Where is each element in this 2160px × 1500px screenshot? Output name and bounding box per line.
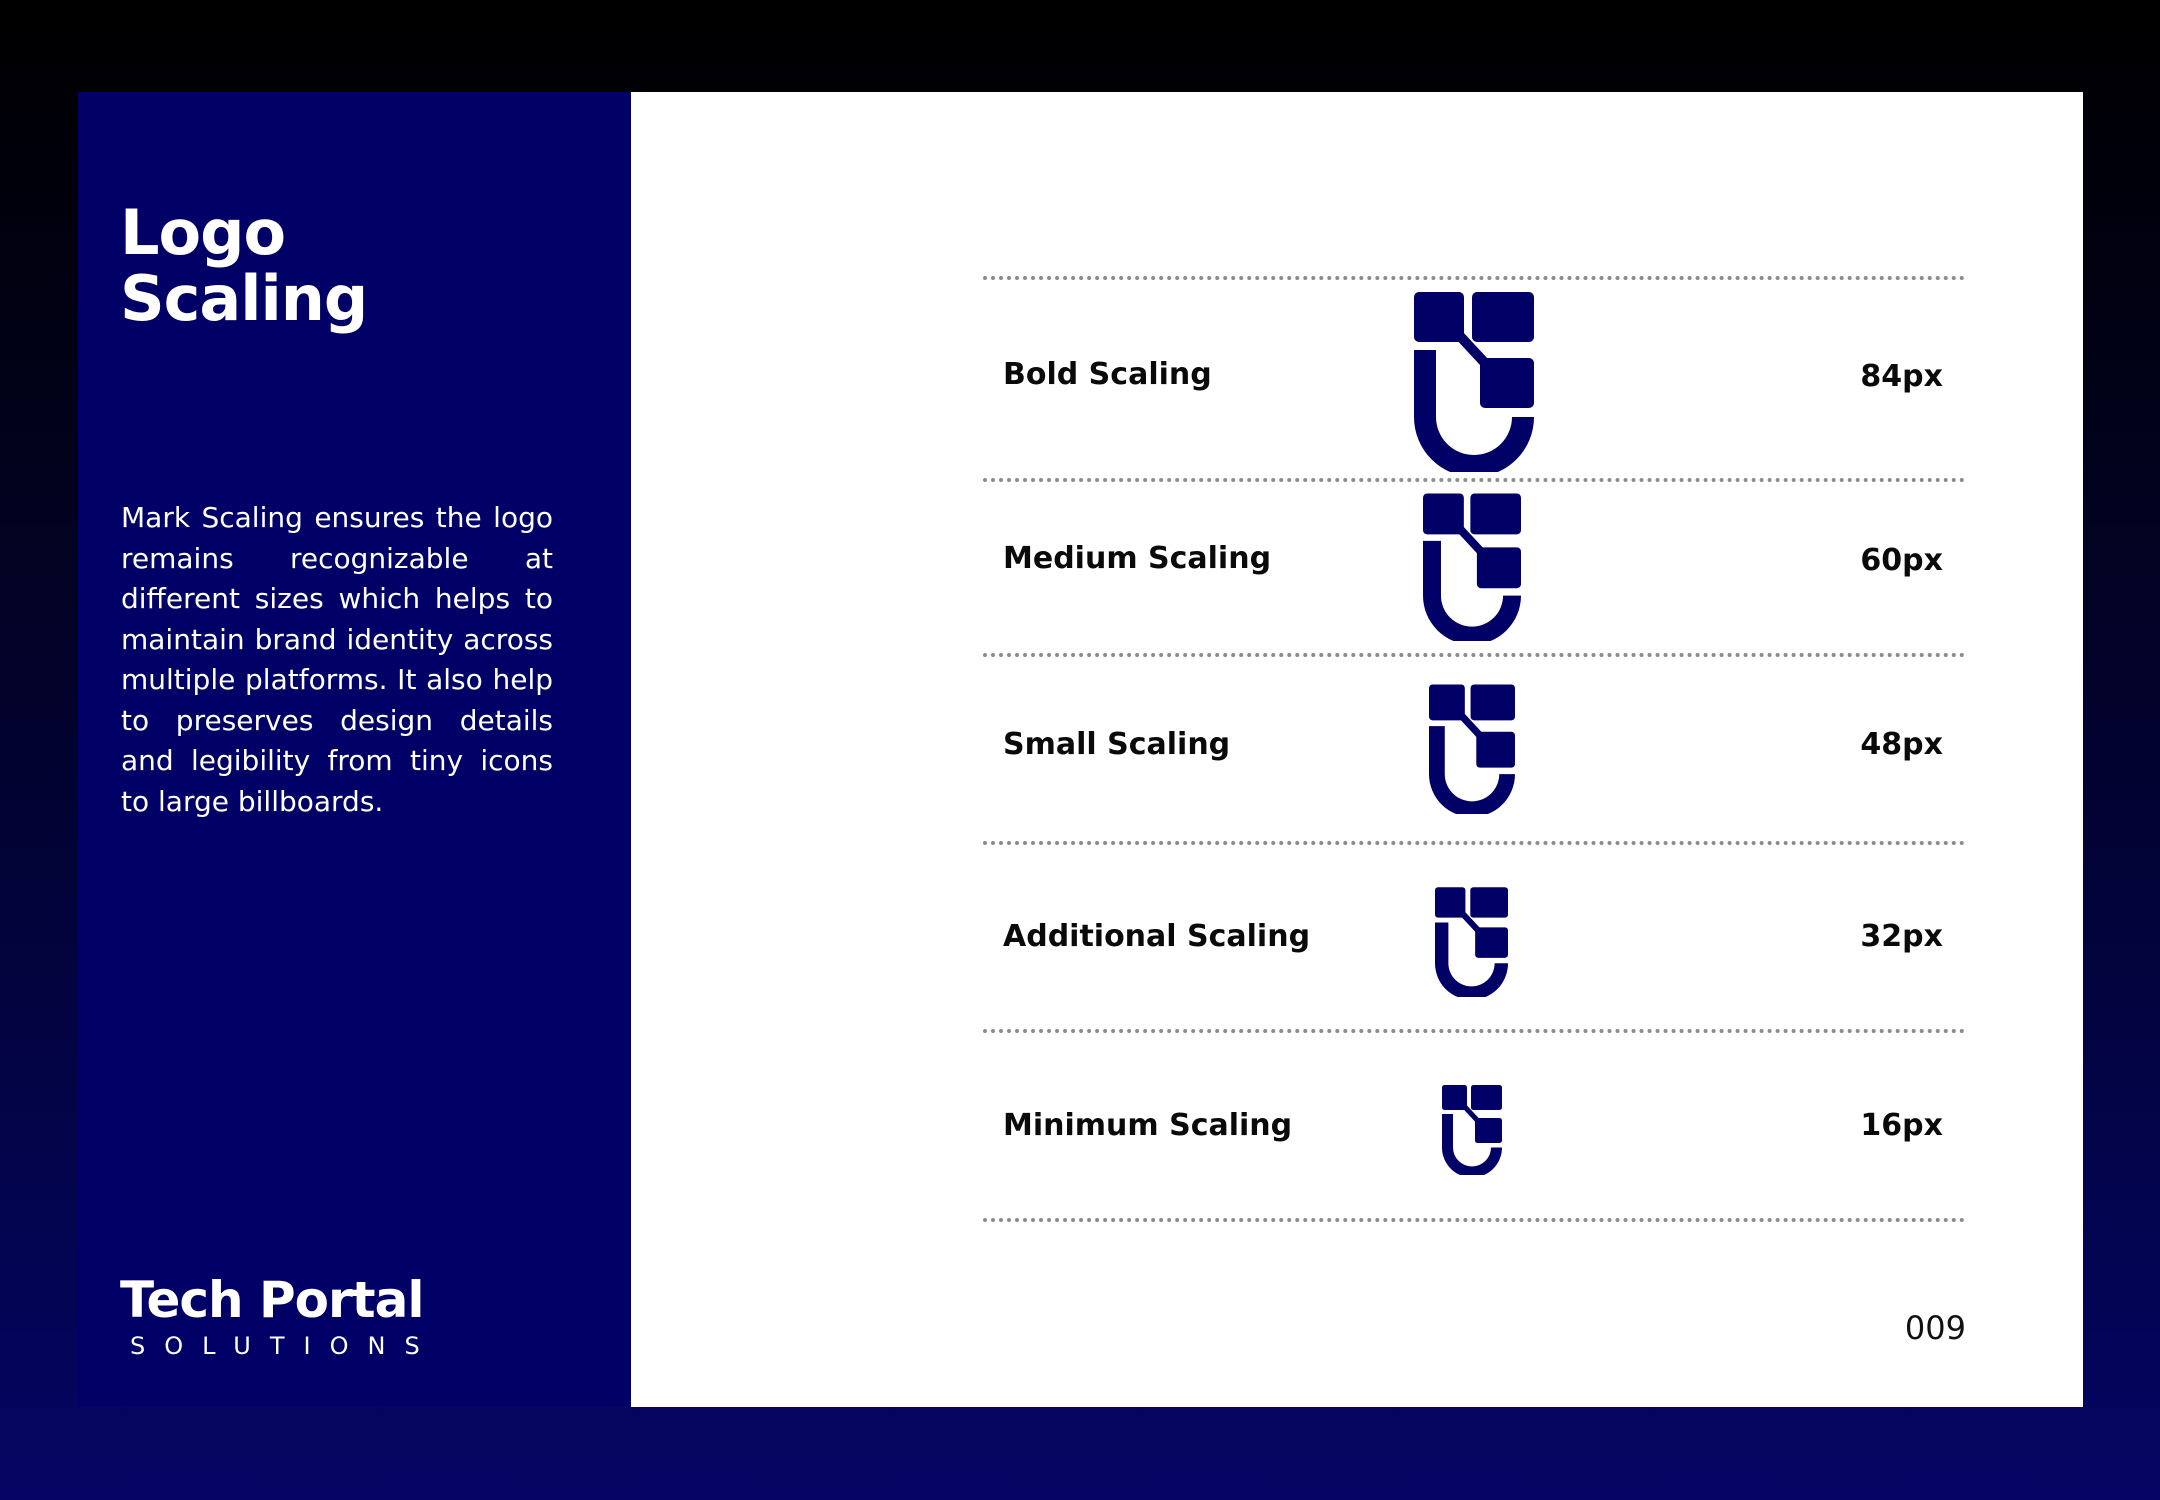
slide [78,92,2083,1407]
row-divider [983,478,1965,482]
scaling-row-label: Medium Scaling [1003,541,1272,576]
brand-mark-icon [1423,493,1521,641]
row-divider [983,841,1965,845]
description-text: Mark Scaling ensures the logo remains recognizable at different sizes which helps to maintain brand identity across multiple platforms. It also help to preserves design details and legibility from tiny icons to large billboards. [121,501,553,818]
sidebar-panel [78,92,631,1407]
brand-mark-icon [1429,684,1515,814]
scaling-row-size: 84px [1860,359,1943,394]
scaling-row-label: Additional Scaling [1003,919,1311,954]
brand-name: Tech Portal [120,1271,424,1329]
scaling-table-panel [631,92,2083,1407]
row-divider [983,276,1965,280]
brand-mark-icon [1435,887,1508,997]
page-title [120,196,368,335]
row-divider [983,653,1965,657]
scaling-row-size: 16px [1860,1108,1943,1143]
brand-mark-icon [1442,1085,1502,1175]
scaling-row-label: Minimum Scaling [1003,1108,1293,1143]
page-title-line-1: Logo [120,196,286,269]
scaling-row-label: Bold Scaling [1003,357,1212,392]
brand-mark-icon [1414,292,1534,472]
scaling-row-size: 60px [1860,543,1943,578]
scaling-row-label: Small Scaling [1003,727,1231,762]
page-title-line-2: Scaling [120,262,368,335]
scaling-row-size: 32px [1860,919,1943,954]
brand-logo [120,1272,520,1360]
row-divider [983,1029,1965,1033]
scaling-row-size: 48px [1860,727,1943,762]
page-number: 009 [1904,1309,1966,1347]
brand-tagline: SOLUTIONS [130,1332,439,1360]
row-divider [983,1218,1965,1222]
